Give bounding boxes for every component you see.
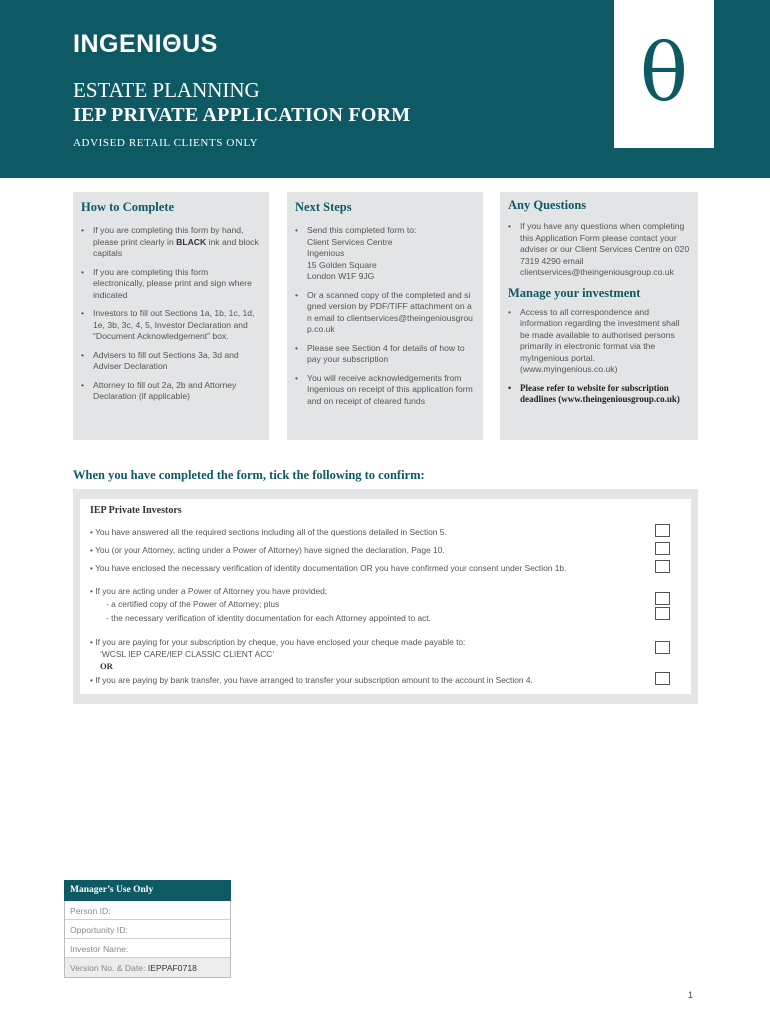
- managers-use-box: [64, 880, 231, 978]
- person-id-field[interactable]: Person ID:: [65, 901, 230, 920]
- investor-name-field[interactable]: Investor Name:: [65, 939, 230, 958]
- checklist-subitem: - the necessary verification of identity documentation for each Attorney appointed to act.: [106, 613, 431, 623]
- theta-logo-mark: [614, 0, 714, 148]
- how-to-complete-panel: [73, 192, 269, 440]
- list-item: • You will receive acknowledgements from Ingenious on receipt of this application form and on receipt of cleared funds: [295, 373, 475, 408]
- ingenious-logo: INGENIΘUS: [73, 30, 218, 58]
- list-item: • Please see Section 4 for details of how to pay your subscription: [295, 343, 475, 366]
- list-item: • Or a scanned copy of the completed and signed version by PDF/TIFF attachment on an email to clientservices@theingeniousgroup.co.uk: [295, 290, 475, 336]
- confirm-checkbox[interactable]: [655, 641, 670, 654]
- next-steps-panel: [287, 192, 483, 440]
- list-item: • If you are completing this form by hand, please print clearly in BLACK ink and block capitals: [81, 225, 261, 260]
- checklist-title: IEP Private Investors: [90, 505, 182, 516]
- confirm-checkbox[interactable]: [655, 542, 670, 555]
- form-category: ESTATE PLANNING: [73, 78, 260, 102]
- confirm-checkbox[interactable]: [655, 592, 670, 605]
- or-label: OR: [100, 661, 113, 671]
- header-banner: [0, 0, 770, 178]
- checklist-item: • You have answered all the required sections including all of the questions detailed in Section 5.: [90, 527, 447, 537]
- opportunity-id-field[interactable]: Opportunity ID:: [65, 920, 230, 939]
- list-item: • Send this completed form to: Client Services Centre Ingenious 15 Golden Square London W1F 9JG: [295, 225, 475, 283]
- next-steps-title: Next Steps: [295, 200, 352, 214]
- confirm-heading: When you have completed the form, tick the following to confirm:: [73, 468, 425, 482]
- list-item: • If you have any questions when completing this Application Form please contact your adviser or our Client Services Centre on 020 7319 4290 email clientservices@theingeniousgroup.co.uk: [508, 221, 690, 279]
- form-title: IEP PRIVATE APPLICATION FORM: [73, 104, 411, 126]
- list-item: • Attorney to fill out 2a, 2b and Attorney Declaration (if applicable): [81, 380, 261, 403]
- confirm-checkbox[interactable]: [655, 524, 670, 537]
- managers-use-title: Manager’s Use Only: [64, 880, 231, 901]
- form-subtitle: ADVISED RETAIL CLIENTS ONLY: [73, 137, 259, 149]
- page-number: 1: [688, 990, 694, 1000]
- list-item: • If you are completing this form electronically, please print and sign where indicated: [81, 267, 261, 302]
- list-item: • Please refer to website for subscription deadlines (www.theingeniousgroup.co.uk): [508, 383, 690, 406]
- manage-investment-title: Manage your investment: [508, 285, 641, 300]
- theta-icon: θ: [639, 26, 689, 119]
- checklist-inner: [80, 499, 691, 694]
- checklist-item: • If you are acting under a Power of Attorney you have provided;: [90, 586, 328, 596]
- confirm-checkbox[interactable]: [655, 672, 670, 685]
- list-item: • Investors to fill out Sections 1a, 1b, 1c, 1d, 1e, 3b, 3c, 4, 5, Investor Declaration and “Document Acknowledgement” box.: [81, 308, 261, 343]
- checklist-item: • You (or your Attorney, acting under a Power of Attorney) have signed the declaration, Page 10.: [90, 545, 445, 555]
- any-questions-panel: [500, 192, 698, 440]
- checklist-item: • You have enclosed the necessary verification of identity documentation OR you have confirmed your consent under Section 1b.: [90, 563, 567, 573]
- how-to-complete-title: How to Complete: [81, 200, 175, 214]
- confirm-checkbox[interactable]: [655, 607, 670, 620]
- checklist-item: • If you are paying by bank transfer, you have arranged to transfer your subscription amount to the account in Section 4.: [90, 675, 533, 685]
- checklist-box: [73, 489, 698, 704]
- version-field: Version No. & Date: IEPPAF0718: [65, 958, 230, 977]
- list-item: • Advisers to fill out Sections 3a, 3d and Adviser Declaration: [81, 350, 261, 373]
- list-item: • Access to all correspondence and information regarding the investment shall be made available to authorised persons primarily in electronic format via the myIngenious portal. (www.myingenious.co.uk): [508, 307, 690, 376]
- version-value: IEPPAF0718: [147, 963, 197, 973]
- checklist-item: • If you are paying for your subscription by cheque, you have enclosed your cheque made payable to:: [90, 637, 466, 647]
- any-questions-title: Any Questions: [508, 198, 587, 212]
- confirm-checkbox[interactable]: [655, 560, 670, 573]
- checklist-subitem: ‘WCSL IEP CARE/IEP CLASSIC CLIENT ACC’: [100, 649, 275, 659]
- checklist-subitem: - a certified copy of the Power of Attorney; plus: [106, 599, 280, 609]
